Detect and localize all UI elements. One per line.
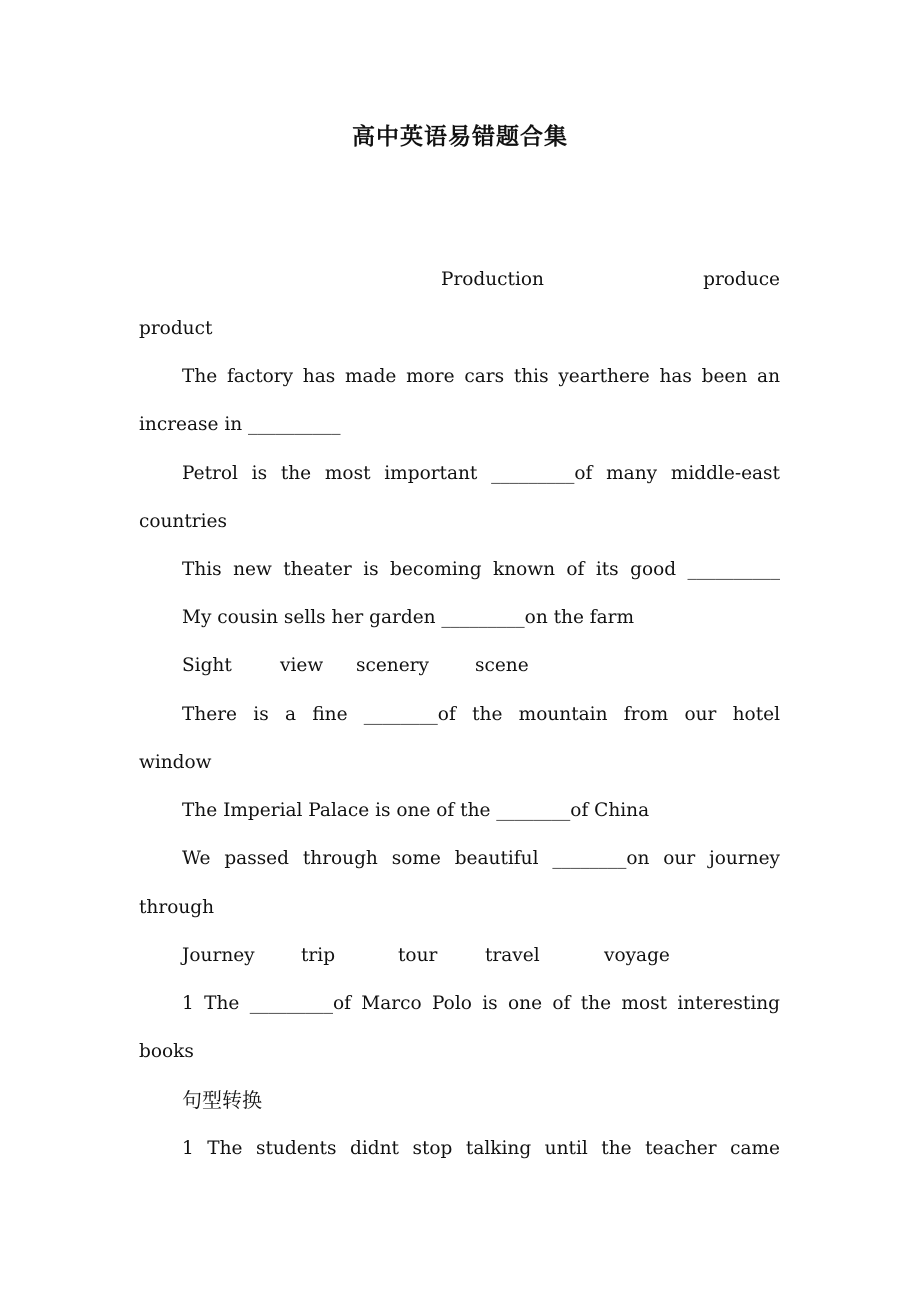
- word-item: trip: [301, 945, 336, 966]
- question-line: There is a fine ________of the mountain from our hotel: [182, 704, 780, 725]
- word-item: tour: [398, 945, 438, 966]
- question-line: countries: [139, 511, 227, 532]
- word-item: voyage: [604, 945, 670, 966]
- question-line: 1 The _________of Marco Polo is one of the most interesting: [182, 993, 780, 1014]
- word-item: view: [280, 655, 324, 676]
- question-line: increase in __________: [139, 414, 341, 435]
- question-line: Petrol is the most important _________of many middle-east: [182, 463, 780, 484]
- question-line: books: [139, 1041, 194, 1062]
- question-line: 1 The students didnt stop talking until the teacher came: [182, 1138, 780, 1159]
- question-line: window: [139, 752, 212, 773]
- section-heading: 句型转换: [182, 1088, 262, 1112]
- word-item: scenery: [356, 655, 429, 676]
- question-line: The Imperial Palace is one of the ________of China: [182, 800, 650, 821]
- question-line: through: [139, 897, 215, 918]
- word-list-production: [441, 268, 780, 292]
- word-list-journey: [182, 944, 780, 968]
- question-line: My cousin sells her garden _________on the farm: [182, 607, 635, 628]
- word-list-sight: [182, 654, 780, 678]
- word-item: travel: [485, 945, 540, 966]
- question-line: The factory has made more cars this yearthere has been an: [182, 366, 780, 387]
- question-line: This new theater is becoming known of its good __________: [182, 559, 780, 580]
- word-item: product: [139, 318, 213, 339]
- word-item: produce: [703, 269, 780, 290]
- page-title: 高中英语易错题合集: [352, 123, 568, 150]
- word-item: Production: [441, 269, 544, 290]
- question-line: We passed through some beautiful ________on our journey: [182, 848, 780, 869]
- word-item: scene: [475, 655, 529, 676]
- word-item: Sight: [182, 655, 232, 676]
- word-item: Journey: [182, 945, 255, 966]
